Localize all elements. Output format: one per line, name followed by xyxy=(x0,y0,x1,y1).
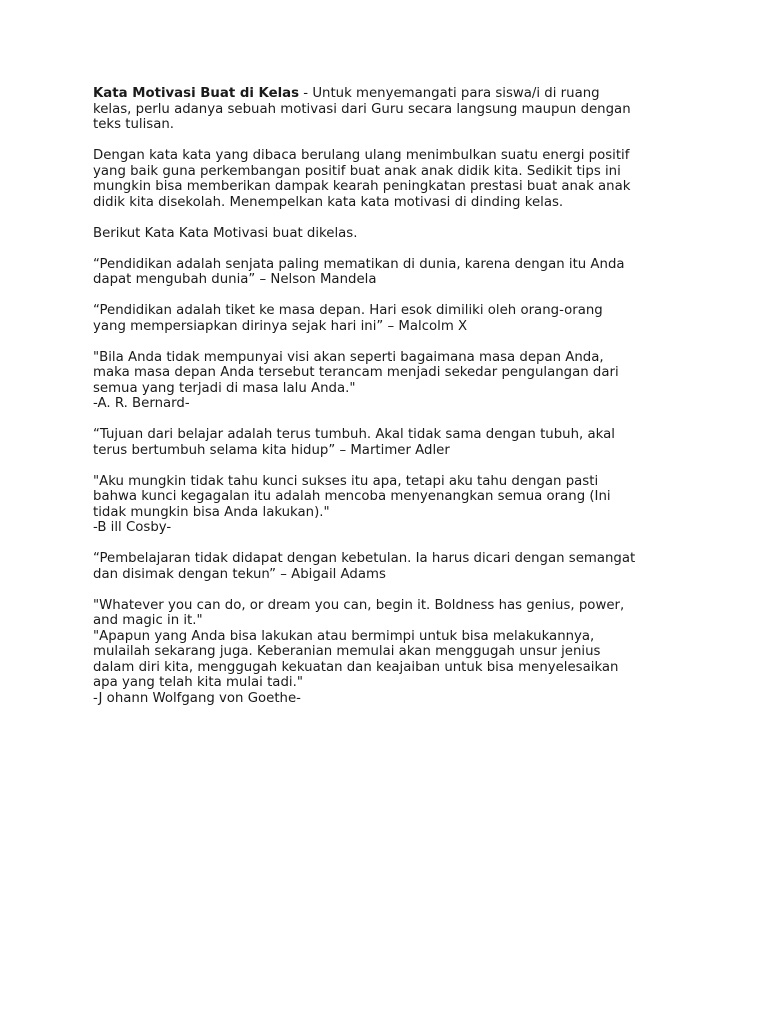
intro-text: - Untuk menyemangati para siswa/i di ruang xyxy=(299,86,600,101)
paragraph-line: and magic in it." xyxy=(93,613,203,628)
paragraph-line: dan disimak dengan tekun” – Abigail Adams xyxy=(93,566,386,582)
paragraph-line: yang baik guna perkembangan positif buat anak anak didik kita. Sedikit tips ini xyxy=(93,163,621,179)
paragraph xyxy=(93,257,683,288)
paragraph-line: dalam diri kita, menggugah kekuatan dan keajaiban untuk bisa menyelesaikan xyxy=(93,659,619,675)
paragraph-list xyxy=(93,148,683,706)
paragraph-line: bahwa kunci kegagalan itu adalah mencoba menyenangkan semua orang (Ini xyxy=(93,489,611,504)
paragraph-line: "Whatever you can do, or dream you can, begin it. Boldness has genius, power, xyxy=(93,597,625,613)
intro-line xyxy=(93,86,683,102)
paragraph xyxy=(93,427,683,458)
paragraph-line: "Apapun yang Anda bisa lakukan atau bermimpi untuk bisa melakukannya, xyxy=(93,628,595,644)
intro-paragraph xyxy=(93,86,683,133)
paragraph-line: apa yang telah kita mulai tadi." xyxy=(93,675,303,690)
paragraph-line: semua yang terjadi di masa lalu Anda." xyxy=(93,380,356,396)
intro-line: teks tulisan. xyxy=(93,117,175,132)
paragraph-line: -B ill Cosby- xyxy=(93,520,172,535)
paragraph-line: Dengan kata kata yang dibaca berulang ulang menimbulkan suatu energi positif xyxy=(93,148,630,163)
paragraph-line: terus bertumbuh selama kita hidup” – Martimer Adler xyxy=(93,442,450,458)
document-title: Kata Motivasi Buat di Kelas xyxy=(93,86,300,101)
paragraph xyxy=(93,474,683,536)
paragraph-line: Berikut Kata Kata Motivasi buat dikelas. xyxy=(93,225,358,241)
paragraph-line: tidak mungkin bisa Anda lakukan)." xyxy=(93,504,330,520)
paragraph-line: didik kita disekolah. Menempelkan kata kata motivasi di dinding kelas. xyxy=(93,194,564,210)
paragraph-line: yang mempersiapkan dirinya sejak hari ini” – Malcolm X xyxy=(93,318,468,334)
paragraph-line: "Aku mungkin tidak tahu kunci sukses itu apa, tetapi aku tahu dengan pasti xyxy=(93,473,599,489)
paragraph-line: mungkin bisa memberikan dampak kearah peningkatan prestasi buat anak anak xyxy=(93,179,631,194)
paragraph-line: mulailah sekarang juga. Keberanian memulai akan menggugah unsur jenius xyxy=(93,644,601,659)
paragraph xyxy=(93,226,683,242)
paragraph-line: maka masa depan Anda tersebut terancam menjadi sekedar pengulangan dari xyxy=(93,365,619,380)
paragraph xyxy=(93,350,683,412)
paragraph-line: “Pembelajaran tidak didapat dengan kebetulan. Ia harus dicari dengan semangat xyxy=(93,551,636,566)
paragraph-line: -A. R. Bernard- xyxy=(93,396,190,411)
paragraph-line: -J ohann Wolfgang von Goethe- xyxy=(93,690,301,706)
paragraph-line: “Pendidikan adalah senjata paling mematikan di dunia, karena dengan itu Anda xyxy=(93,256,625,272)
paragraph xyxy=(93,148,683,210)
paragraph xyxy=(93,551,683,582)
paragraph-line: “Pendidikan adalah tiket ke masa depan. Hari esok dimiliki oleh orang-orang xyxy=(93,303,603,318)
intro-line: kelas, perlu adanya sebuah motivasi dari Guru secara langsung maupun dengan xyxy=(93,101,631,117)
paragraph-line: "Bila Anda tidak mempunyai visi akan seperti bagaimana masa depan Anda, xyxy=(93,349,604,365)
paragraph xyxy=(93,598,683,707)
document-body xyxy=(93,86,683,722)
paragraph-line: dapat mengubah dunia” – Nelson Mandela xyxy=(93,272,377,287)
paragraph-line: “Tujuan dari belajar adalah terus tumbuh. Akal tidak sama dengan tubuh, akal xyxy=(93,427,615,442)
paragraph xyxy=(93,303,683,334)
